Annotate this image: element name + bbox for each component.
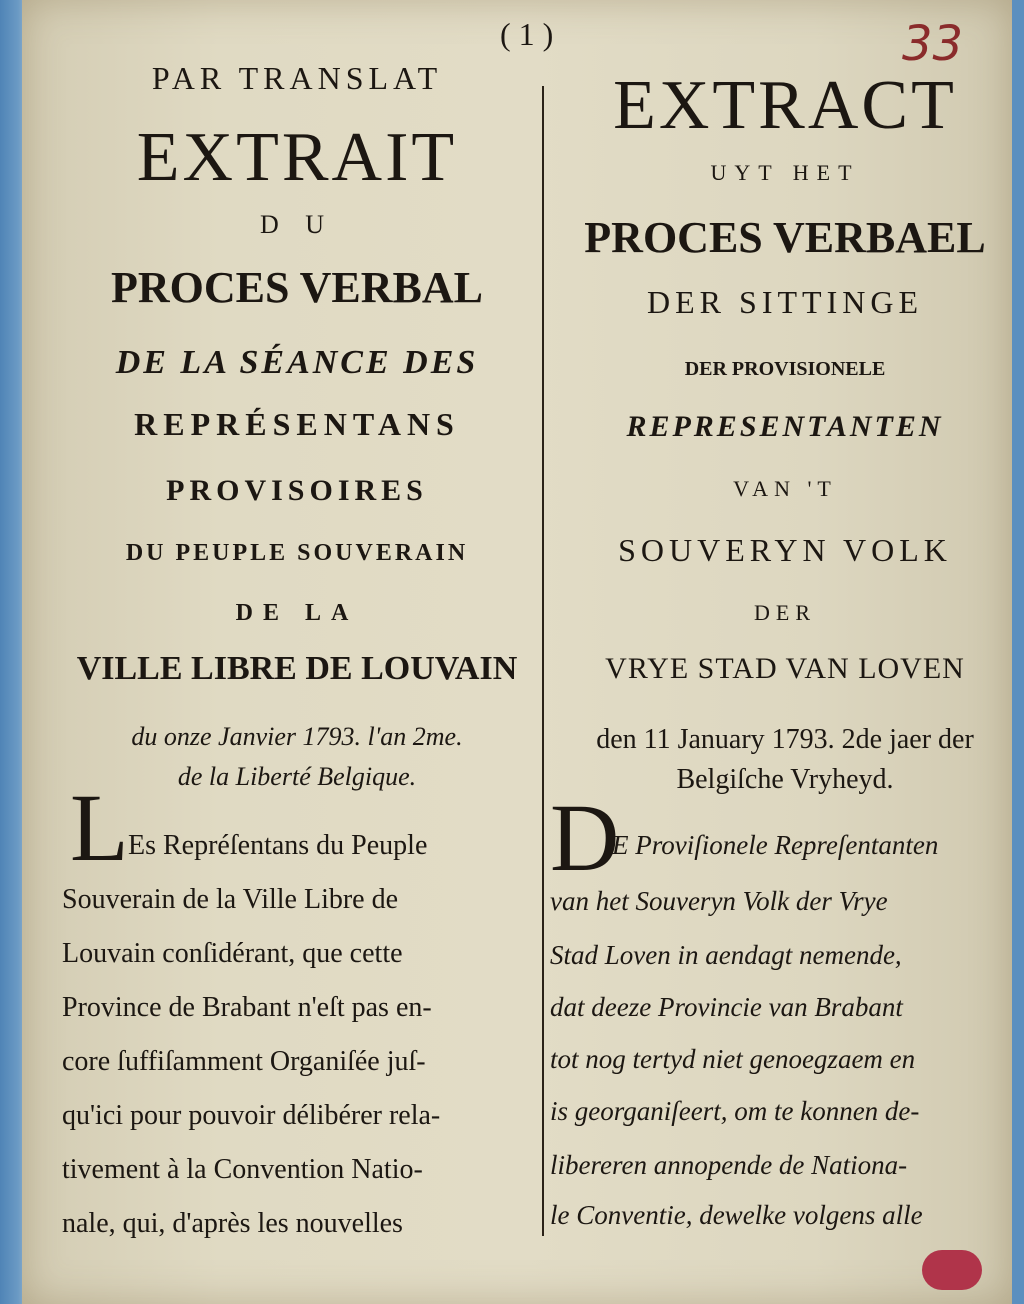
title-extract: EXTRACT — [613, 67, 957, 144]
document-page — [22, 0, 1012, 1304]
dutch-body-line: dat deeze Provincie van Brabant — [550, 992, 903, 1022]
french-drop-cap: L — [70, 774, 129, 881]
dutch-date-line-1: den 11 January 1793. 2de jaer der — [596, 724, 974, 755]
french-date-line-2: de la Liberté Belgique. — [177, 762, 417, 791]
french-body-line: nale, qui, d'après les nouvelles — [62, 1208, 403, 1239]
wax-seal-fragment — [922, 1250, 982, 1290]
du-label: D U — [259, 210, 335, 239]
title-extrait: EXTRAIT — [136, 119, 458, 196]
de-la-seance: DE LA SÉANCE DES — [115, 344, 479, 381]
de-la: DE LA — [235, 600, 359, 626]
proces-verbael-title: PROCES VERBAEL — [584, 213, 986, 262]
par-translat: PAR TRANSLAT — [151, 60, 443, 96]
dutch-body-line: E Proviſionele Repreſentanten — [612, 830, 939, 860]
souveryn-volk: SOUVERYN VOLK — [618, 532, 952, 568]
representans: REPRÉSENTANS — [134, 406, 460, 442]
french-body-line: Province de Brabant n'eſt pas en- — [62, 992, 432, 1023]
representanten: REPRESENTANTEN — [626, 410, 944, 443]
column-divider — [542, 86, 544, 1236]
dutch-body-line: Stad Loven in aendagt nemende, — [550, 940, 902, 970]
handwritten-folio-number: 33 — [902, 16, 964, 72]
dutch-body-line: is georganiſeert, om te konnen de- — [550, 1096, 920, 1126]
french-body-line: qu'ici pour pouvoir délibérer rela- — [62, 1100, 441, 1131]
der-provisionele: DER PROVISIONELE — [684, 358, 886, 380]
french-body-line: Es Repréſentans du Peuple — [128, 830, 428, 861]
ville-libre-de-louvain: VILLE LIBRE DE LOUVAIN — [76, 650, 518, 687]
der-label: DER — [754, 600, 816, 625]
vrye-stad-van-loven: VRYE STAD VAN LOVEN — [605, 652, 965, 685]
french-body-line: Souverain de la Ville Libre de — [62, 884, 399, 915]
french-body-line: tivement à la Convention Natio- — [62, 1154, 423, 1185]
van-t: VAN 'T — [733, 476, 837, 501]
page-number: ( 1 ) — [500, 16, 554, 52]
dutch-body-line: tot nog tertyd niet genoegzaem en — [550, 1044, 916, 1074]
dutch-body-line: van het Souveryn Volk der Vrye — [550, 886, 888, 916]
du-peuple-souverain: DU PEUPLE SOUVERAIN — [125, 540, 469, 566]
french-body-line: core ſuffiſamment Organiſée juſ- — [62, 1046, 426, 1077]
french-date-line-1: du onze Janvier 1793. l'an 2me. — [131, 722, 463, 751]
dutch-drop-cap: D — [550, 784, 620, 891]
uyt-het: UYT HET — [710, 160, 860, 185]
provisoires: PROVISOIRES — [166, 474, 428, 507]
french-body-line: Louvain conſidérant, que cette — [62, 938, 403, 969]
der-sittinge: DER SITTINGE — [647, 284, 923, 320]
dutch-body-line: libereren annopende de Nationa- — [550, 1150, 908, 1180]
dutch-body-line: le Conventie, dewelke volgens alle — [550, 1200, 923, 1230]
dutch-date-line-2: Belgiſche Vryheyd. — [676, 764, 894, 795]
proces-verbal-title: PROCES VERBAL — [110, 263, 484, 312]
